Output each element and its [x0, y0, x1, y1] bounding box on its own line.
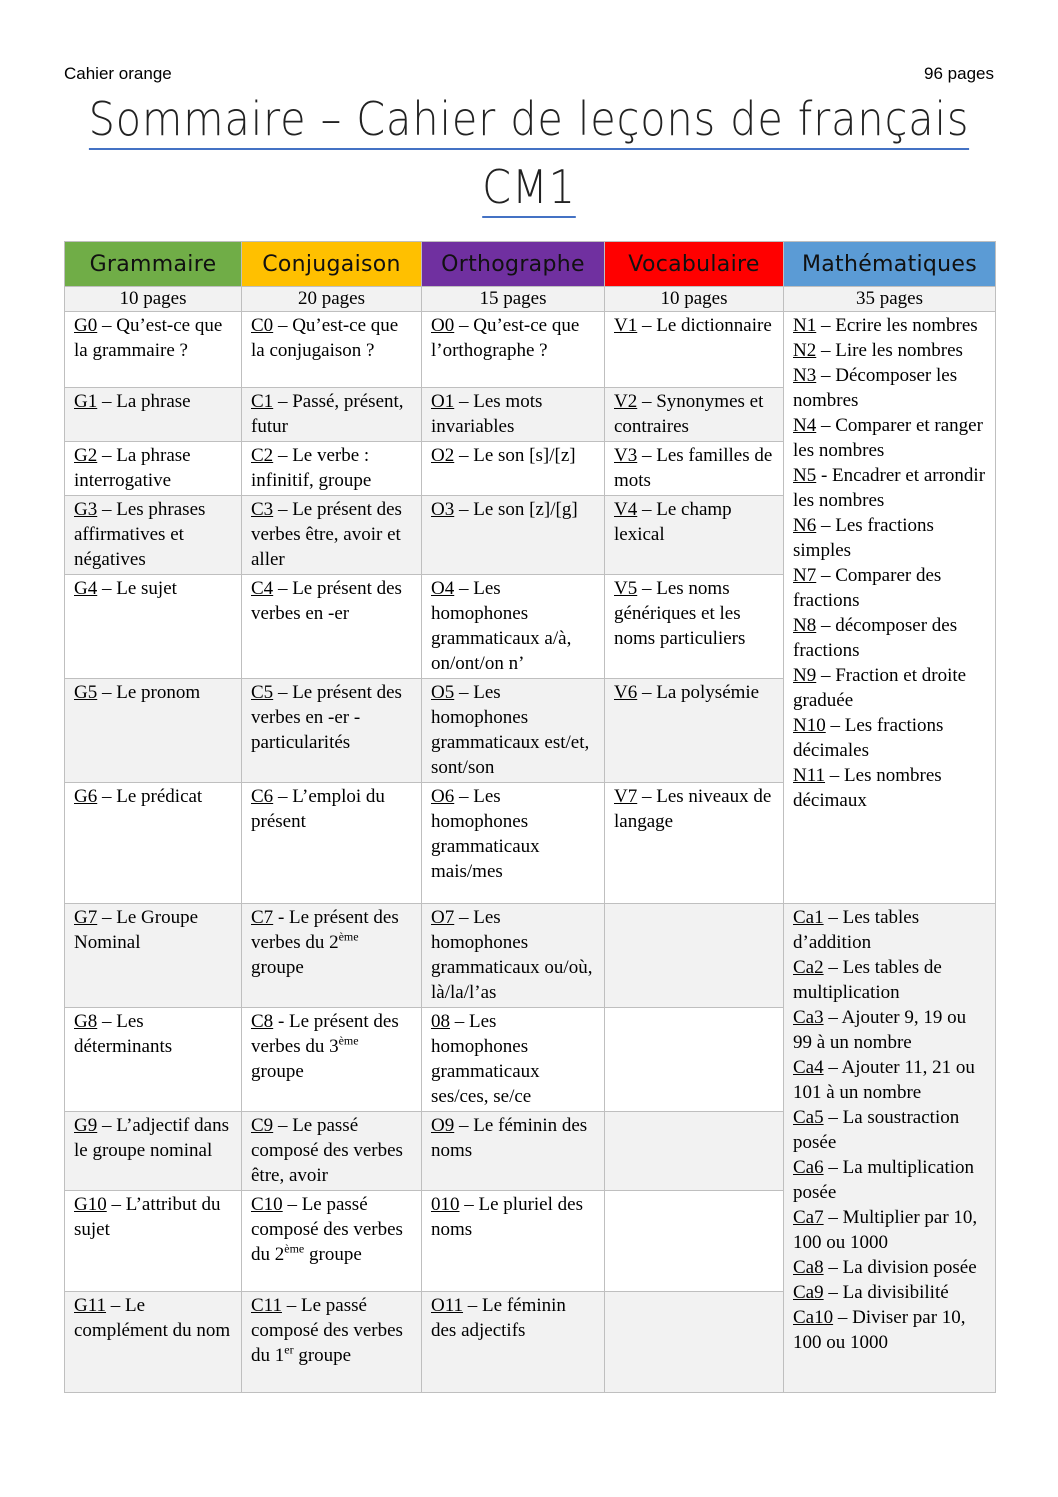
- lesson-code: Ca2: [793, 957, 824, 978]
- pages-row: [65, 287, 996, 312]
- header-mathematiques: Mathématiques: [784, 242, 996, 287]
- math-lesson: [793, 905, 986, 955]
- lesson-title: – Le Groupe Nominal: [74, 907, 199, 953]
- ordinal-suffix: er: [284, 1342, 294, 1357]
- lesson-title: – Le présent des verbes être, avoir et aller: [251, 499, 402, 570]
- lesson-title: – Le dictionnaire: [637, 315, 772, 336]
- ordinal-suffix: ème: [338, 1033, 359, 1048]
- cell-conjugaison: [242, 575, 422, 679]
- pages-orthographe: 15 pages: [422, 287, 605, 312]
- lesson-title: – Qu’est-ce que l’orthographe ?: [431, 315, 580, 361]
- math-lesson: [793, 955, 986, 1005]
- lesson-title: – La phrase: [97, 391, 191, 412]
- lesson-code: O11: [431, 1295, 464, 1316]
- header-grammaire: Grammaire: [65, 242, 242, 287]
- lesson-title: – Comparer des fractions: [793, 565, 942, 611]
- ordinal-suffix: ème: [338, 929, 359, 944]
- lesson-title: – Les tables d’addition: [793, 907, 920, 953]
- lesson-code: O1: [431, 391, 455, 412]
- lesson-code: N8: [793, 615, 817, 636]
- lesson-code: V4: [614, 499, 638, 520]
- math-lesson: [793, 713, 986, 763]
- cell-vocabulaire: [605, 1292, 784, 1393]
- lesson-code: N4: [793, 415, 817, 436]
- lesson-title: – Le féminin des noms: [431, 1115, 588, 1161]
- cell-calcul: [784, 904, 996, 1393]
- cell-conjugaison: [242, 1112, 422, 1191]
- lesson-code: G2: [74, 445, 98, 466]
- lesson-title-end: groupe: [304, 1244, 362, 1265]
- cell-grammaire: [65, 312, 242, 388]
- lesson-code: O9: [431, 1115, 455, 1136]
- lesson-title: – Les familles de mots: [614, 445, 773, 491]
- cell-vocabulaire: [605, 783, 784, 904]
- cell-vocabulaire: [605, 442, 784, 496]
- lesson-title: – Le verbe : infinitif, groupe: [251, 445, 372, 491]
- cell-conjugaison: [242, 442, 422, 496]
- lesson-title: – Le son [z]/[g]: [454, 499, 578, 520]
- cell-conjugaison: [242, 1191, 422, 1292]
- cell-vocabulaire: [605, 575, 784, 679]
- lesson-code: Ca1: [793, 907, 824, 928]
- page-title-text: Sommaire – Cahier de leçons de français: [89, 92, 970, 150]
- lesson-code: 08: [431, 1011, 450, 1032]
- lesson-code: C11: [251, 1295, 282, 1316]
- lesson-title: – Le pronom: [97, 682, 201, 703]
- lesson-code: O6: [431, 786, 455, 807]
- lesson-code: Ca9: [793, 1282, 824, 1303]
- lesson-code: 010: [431, 1194, 460, 1215]
- lesson-code: N3: [793, 365, 817, 386]
- lesson-code: C5: [251, 682, 274, 703]
- header-row: [65, 242, 996, 287]
- lesson-code: Ca4: [793, 1057, 824, 1078]
- lesson-title: – Les homophones grammaticaux mais/mes: [431, 786, 540, 882]
- math-lesson: [793, 338, 986, 363]
- lesson-code: O2: [431, 445, 455, 466]
- page-count: 96 pages: [924, 64, 994, 83]
- summary-table: [64, 241, 996, 1393]
- lesson-row: [65, 904, 996, 1008]
- lesson-code: G0: [74, 315, 98, 336]
- lesson-code: V2: [614, 391, 638, 412]
- lesson-row: [65, 312, 996, 388]
- lesson-code: N5: [793, 465, 817, 486]
- cell-conjugaison: [242, 783, 422, 904]
- cell-orthographe: [422, 783, 605, 904]
- lesson-title: – Les noms génériques et les noms particuliers: [614, 578, 746, 649]
- lesson-title: - Le présent des verbes du 3: [251, 1011, 399, 1057]
- lesson-code: V5: [614, 578, 638, 599]
- lesson-code: G7: [74, 907, 98, 928]
- cell-orthographe: [422, 575, 605, 679]
- math-lesson: [793, 613, 986, 663]
- lesson-title: – Lire les nombres: [816, 340, 963, 361]
- pages-mathematiques: 35 pages: [784, 287, 996, 312]
- cell-conjugaison: [242, 312, 422, 388]
- math-lesson: [793, 1305, 986, 1355]
- lesson-code: G5: [74, 682, 98, 703]
- math-lesson: [793, 663, 986, 713]
- lesson-code: O3: [431, 499, 455, 520]
- cell-grammaire: [65, 442, 242, 496]
- cell-vocabulaire: [605, 312, 784, 388]
- lesson-title: – Les niveaux de langage: [614, 786, 772, 832]
- lesson-title: – Ajouter 11, 21 ou 101 à un nombre: [793, 1057, 975, 1103]
- cell-vocabulaire: [605, 904, 784, 1008]
- lesson-code: C3: [251, 499, 274, 520]
- lesson-title: – La phrase interrogative: [74, 445, 191, 491]
- lesson-code: N1: [793, 315, 817, 336]
- lesson-code: V6: [614, 682, 638, 703]
- lesson-title: – L’attribut du sujet: [74, 1194, 221, 1240]
- cell-orthographe: [422, 679, 605, 783]
- lesson-code: Ca8: [793, 1257, 824, 1278]
- lesson-code: O0: [431, 315, 455, 336]
- cell-vocabulaire: [605, 1191, 784, 1292]
- lesson-title: – La polysémie: [637, 682, 760, 703]
- cell-orthographe: [422, 442, 605, 496]
- lesson-title: – Passé, présent, futur: [251, 391, 404, 437]
- lesson-title: – Les homophones grammaticaux ou/où, là/la/l’as: [431, 907, 593, 1003]
- cell-grammaire: [65, 783, 242, 904]
- lesson-title: – Diviser par 10, 100 ou 1000: [793, 1307, 966, 1353]
- cell-vocabulaire: [605, 1112, 784, 1191]
- lesson-title: – La divisibilité: [823, 1282, 949, 1303]
- lesson-code: O5: [431, 682, 455, 703]
- math-lesson: [793, 413, 986, 463]
- header-orthographe: Orthographe: [422, 242, 605, 287]
- lesson-code: O4: [431, 578, 455, 599]
- page-subtitle: [53, 160, 1005, 214]
- cell-orthographe: [422, 904, 605, 1008]
- cell-grammaire: [65, 1112, 242, 1191]
- lesson-title: – Le passé composé des verbes du 2: [251, 1194, 403, 1265]
- lesson-title: – La multiplication posée: [793, 1157, 974, 1203]
- lesson-code: C4: [251, 578, 274, 599]
- cell-orthographe: [422, 312, 605, 388]
- lesson-code: N7: [793, 565, 817, 586]
- lesson-code: N10: [793, 715, 826, 736]
- lesson-title-end: groupe: [293, 1345, 352, 1366]
- lesson-code: N6: [793, 515, 817, 536]
- lesson-title: – La soustraction posée: [793, 1107, 960, 1153]
- cell-vocabulaire: [605, 1008, 784, 1112]
- header-vocabulaire: Vocabulaire: [605, 242, 784, 287]
- lesson-code: C7: [251, 907, 274, 928]
- lesson-code: N11: [793, 765, 826, 786]
- lesson-title: – Le féminin des adjectifs: [431, 1295, 566, 1341]
- lesson-code: O7: [431, 907, 455, 928]
- lesson-code: N9: [793, 665, 817, 686]
- cell-orthographe: [422, 1112, 605, 1191]
- lesson-title: – Ajouter 9, 19 ou 99 à un nombre: [793, 1007, 967, 1053]
- lesson-code: Ca6: [793, 1157, 824, 1178]
- lesson-title: – Le champ lexical: [614, 499, 732, 545]
- math-lesson: [793, 563, 986, 613]
- lesson-title: – Les homophones grammaticaux a/à, on/ont/on n’: [431, 578, 572, 674]
- lesson-title: – Les fractions simples: [793, 515, 934, 561]
- math-lesson: [793, 1005, 986, 1055]
- lesson-title: – Décomposer les nombres: [793, 365, 958, 411]
- math-lesson: [793, 1055, 986, 1105]
- lesson-title: – Le pluriel des noms: [431, 1194, 583, 1240]
- lesson-code: G8: [74, 1011, 98, 1032]
- page-title: [53, 92, 1005, 146]
- lesson-title: – Les tables de multiplication: [793, 957, 942, 1003]
- lesson-code: N2: [793, 340, 817, 361]
- cell-grammaire: [65, 1008, 242, 1112]
- lesson-code: C2: [251, 445, 274, 466]
- cell-vocabulaire: [605, 388, 784, 442]
- lesson-title: – L’adjectif dans le groupe nominal: [74, 1115, 229, 1161]
- lesson-code: C9: [251, 1115, 274, 1136]
- lesson-title: – Le passé composé des verbes du 1: [251, 1295, 403, 1366]
- cell-grammaire: [65, 388, 242, 442]
- lesson-title: – Le présent des verbes en -er: [251, 578, 402, 624]
- lesson-title: – Ecrire les nombres: [816, 315, 978, 336]
- math-lesson: [793, 1280, 986, 1305]
- cell-grammaire: [65, 496, 242, 575]
- lesson-title: – Les nombres décimaux: [793, 765, 942, 811]
- lesson-code: Ca10: [793, 1307, 834, 1328]
- lesson-title: – Fraction et droite graduée: [793, 665, 967, 711]
- pages-grammaire: 10 pages: [65, 287, 242, 312]
- cell-vocabulaire: [605, 679, 784, 783]
- cell-vocabulaire: [605, 496, 784, 575]
- cell-grammaire: [65, 1191, 242, 1292]
- lesson-code: G3: [74, 499, 98, 520]
- lesson-code: G1: [74, 391, 98, 412]
- notebook-color: Cahier orange: [64, 64, 172, 83]
- lesson-code: V7: [614, 786, 638, 807]
- lesson-title: – L’emploi du présent: [251, 786, 385, 832]
- lesson-title: – Les homophones grammaticaux est/et, sont/son: [431, 682, 590, 778]
- math-lesson: [793, 513, 986, 563]
- cell-conjugaison: [242, 904, 422, 1008]
- page-subtitle-text: CM1: [482, 160, 576, 218]
- math-lesson: [793, 1155, 986, 1205]
- lesson-code: Ca3: [793, 1007, 824, 1028]
- math-lesson: [793, 763, 986, 813]
- pages-vocabulaire: 10 pages: [605, 287, 784, 312]
- cell-orthographe: [422, 388, 605, 442]
- lesson-code: G4: [74, 578, 98, 599]
- lesson-code: V1: [614, 315, 638, 336]
- lesson-title: – Le prédicat: [97, 786, 203, 807]
- lesson-code: G10: [74, 1194, 107, 1215]
- math-lesson: [793, 363, 986, 413]
- lesson-code: G9: [74, 1115, 98, 1136]
- lesson-code: V3: [614, 445, 638, 466]
- cell-conjugaison: [242, 1292, 422, 1393]
- cell-orthographe: [422, 496, 605, 575]
- lesson-title: – Comparer et ranger les nombres: [793, 415, 983, 461]
- cell-orthographe: [422, 1191, 605, 1292]
- lesson-code: C0: [251, 315, 274, 336]
- lesson-title: – Synonymes et contraires: [614, 391, 764, 437]
- lesson-code: C6: [251, 786, 274, 807]
- lesson-title: – Les homophones grammaticaux ses/ces, se/ce: [431, 1011, 540, 1107]
- ordinal-suffix: ème: [284, 1241, 305, 1256]
- cell-grammaire: [65, 575, 242, 679]
- lesson-title: – Les phrases affirmatives et négatives: [74, 499, 206, 570]
- header-conjugaison: Conjugaison: [242, 242, 422, 287]
- lesson-code: C8: [251, 1011, 274, 1032]
- lesson-title: - Le présent des verbes du 2: [251, 907, 399, 953]
- cell-orthographe: [422, 1292, 605, 1393]
- math-lesson: [793, 1255, 986, 1280]
- lesson-title: – Le présent des verbes en -er - particularités: [251, 682, 402, 753]
- lesson-title: – Le sujet: [97, 578, 177, 599]
- lesson-title: – Le son [s]/[z]: [454, 445, 576, 466]
- lesson-title: – décomposer des fractions: [793, 615, 958, 661]
- lesson-title: – Les fractions décimales: [793, 715, 944, 761]
- lesson-code: Ca5: [793, 1107, 824, 1128]
- lesson-code: C1: [251, 391, 274, 412]
- lesson-title-end: groupe: [251, 957, 304, 978]
- lesson-code: G11: [74, 1295, 107, 1316]
- lesson-title: – Le passé composé des verbes être, avoir: [251, 1115, 403, 1186]
- lesson-title: - Encadrer et arrondir les nombres: [793, 465, 986, 511]
- lesson-title: – Le complément du nom: [74, 1295, 231, 1341]
- math-lesson: [793, 1105, 986, 1155]
- lesson-code: G6: [74, 786, 98, 807]
- cell-grammaire: [65, 904, 242, 1008]
- lesson-title: – Qu’est-ce que la conjugaison ?: [251, 315, 399, 361]
- lesson-title: – Multiplier par 10, 100 ou 1000: [793, 1207, 978, 1253]
- lesson-title: – Les mots invariables: [431, 391, 543, 437]
- cell-conjugaison: [242, 496, 422, 575]
- lesson-code: C10: [251, 1194, 283, 1215]
- cell-grammaire: [65, 1292, 242, 1393]
- cell-conjugaison: [242, 1008, 422, 1112]
- pages-conjugaison: 20 pages: [242, 287, 422, 312]
- lesson-title: – Les déterminants: [74, 1011, 173, 1057]
- cell-orthographe: [422, 1008, 605, 1112]
- lesson-title-end: groupe: [251, 1061, 304, 1082]
- math-lesson: [793, 1205, 986, 1255]
- math-lesson: [793, 313, 986, 338]
- cell-numeration: [784, 312, 996, 904]
- cell-grammaire: [65, 679, 242, 783]
- lesson-title: – Qu’est-ce que la grammaire ?: [74, 315, 223, 361]
- lesson-code: Ca7: [793, 1207, 824, 1228]
- lesson-title: – La division posée: [823, 1257, 977, 1278]
- cell-conjugaison: [242, 679, 422, 783]
- math-lesson: [793, 463, 986, 513]
- cell-conjugaison: [242, 388, 422, 442]
